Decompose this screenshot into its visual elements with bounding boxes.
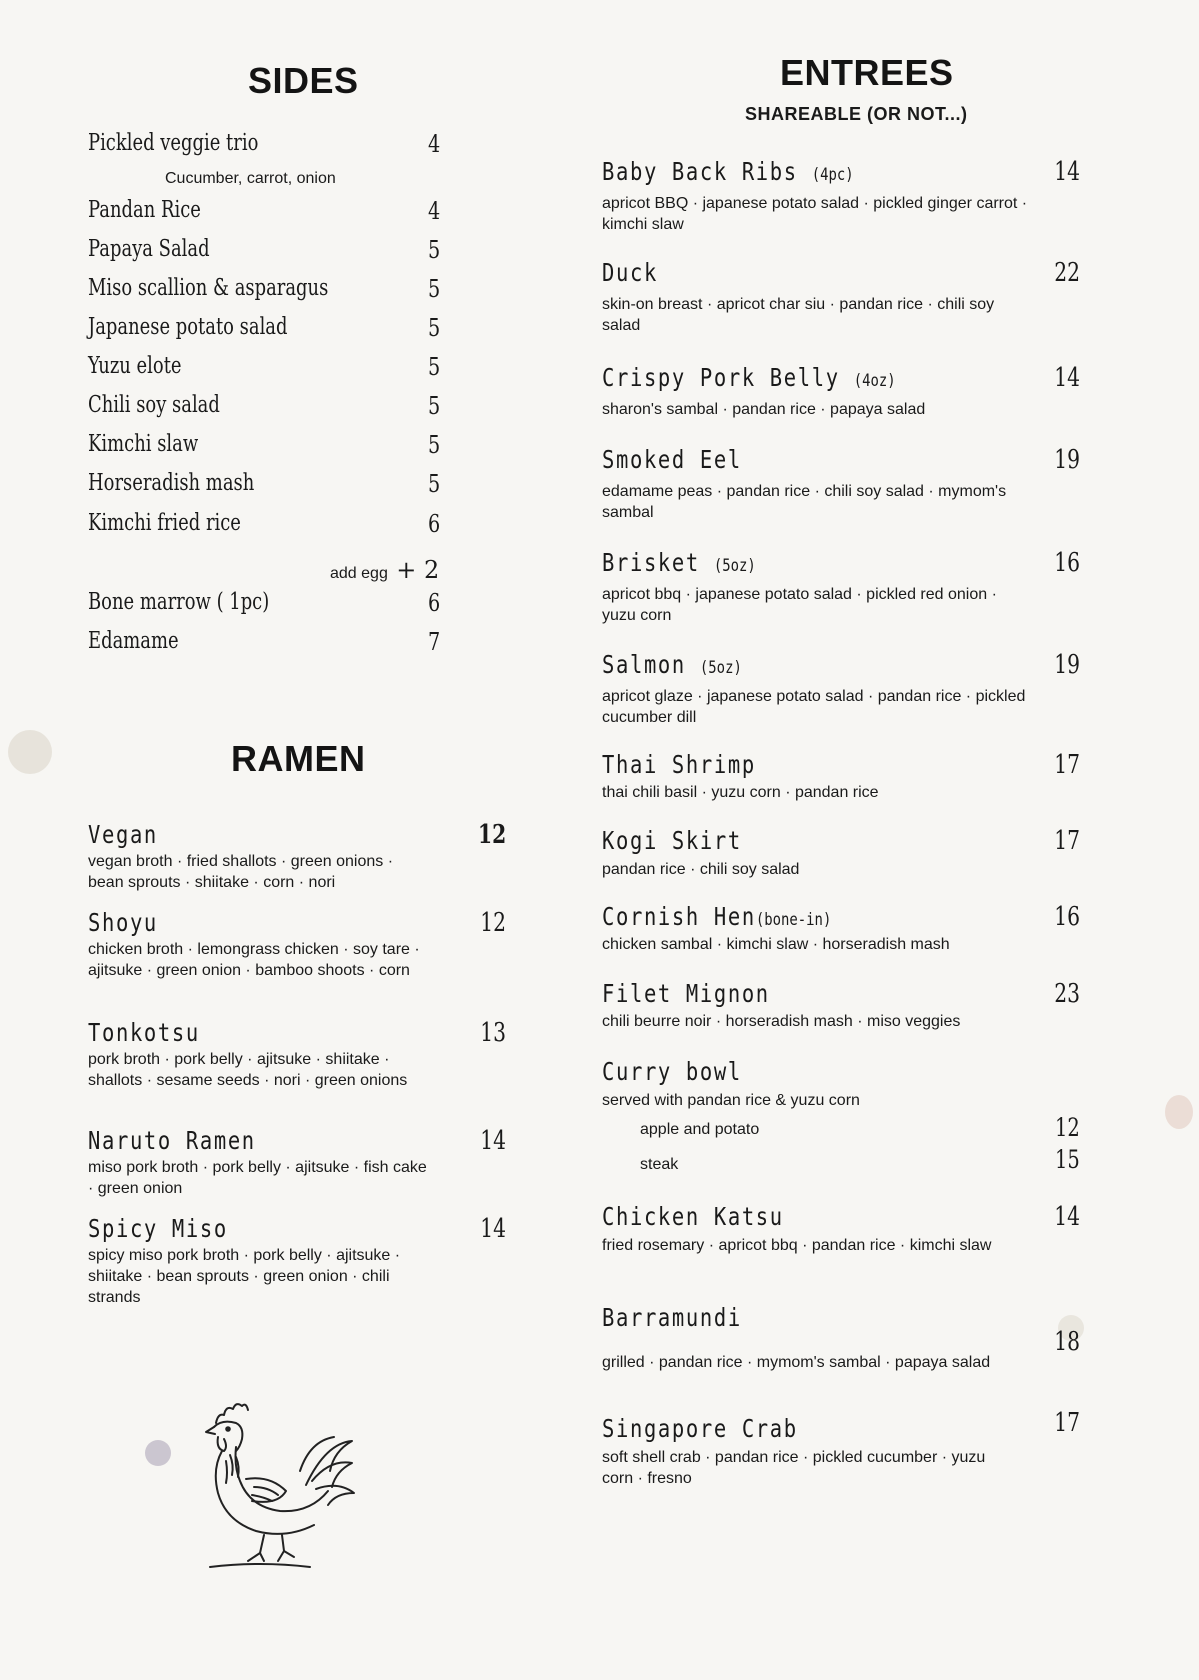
entree-item-desc: sharon's sambal · pandan rice · papaya salad <box>602 401 926 418</box>
side-item-name: Papaya Salad <box>88 236 210 262</box>
ramen-item-name: Vegan <box>88 820 158 849</box>
curry-option-label: apple and potato <box>640 1121 760 1138</box>
side-item-price: 5 <box>427 353 440 381</box>
entree-item-portion: (bone-in) <box>755 910 832 930</box>
side-item <box>88 510 440 546</box>
ramen-item-name: Tonkotsu <box>88 1018 200 1047</box>
rooster-illustration <box>200 1395 360 1573</box>
side-item <box>88 589 440 625</box>
side-item-name: Miso scallion & asparagus <box>88 275 329 301</box>
side-item-name: Pickled veggie trio <box>88 130 259 156</box>
side-item-price: 5 <box>427 392 440 420</box>
ramen-item-desc: chicken broth · lemongrass chicken · soy tare · ajitsuke · green onion · bamboo shoots · corn <box>88 941 420 979</box>
entree-item-price: 14 <box>1054 157 1080 187</box>
paper-speck <box>145 1440 171 1466</box>
entree-item-desc: skin-on breast · apricot char siu · pandan rice · chili soy salad <box>602 296 995 334</box>
entree-item-desc: chicken sambal · kimchi slaw · horseradish mash <box>602 936 950 953</box>
side-item-name: Chili soy salad <box>88 392 220 418</box>
ramen-item-price: 12 <box>477 820 506 850</box>
entree-item-price: 19 <box>1054 650 1080 680</box>
side-item-name: Yuzu elote <box>88 353 182 379</box>
side-item-price: 5 <box>427 431 440 459</box>
entree-item-name: Kogi Skirt <box>602 826 742 855</box>
entree-item-price: 17 <box>1054 1408 1080 1438</box>
entree-item-price: 17 <box>1054 826 1080 856</box>
entree-item-portion: (4pc) <box>811 165 854 185</box>
entree-item-desc: served with pandan rice & yuzu corn <box>602 1092 860 1109</box>
entree-item-name: Cornish Hen(bone-in) <box>602 902 832 931</box>
ramen-item-name: Spicy Miso <box>88 1214 228 1243</box>
sides-title: SIDES <box>248 60 359 101</box>
side-item-price: 6 <box>427 589 440 617</box>
add-egg-price: + 2 <box>396 556 440 584</box>
entree-item-desc: apricot BBQ · japanese potato salad · pickled ginger carrot · kimchi slaw <box>602 195 1028 233</box>
entree-item-desc: edamame peas · pandan rice · chili soy salad · mymom's sambal <box>602 483 1007 521</box>
side-item-name: Bone marrow ( 1pc) <box>88 589 270 615</box>
entree-item-name: Duck <box>602 258 658 287</box>
side-item <box>88 392 440 428</box>
side-item-price: 7 <box>427 628 440 656</box>
entree-item-name: Barramundi <box>602 1303 742 1332</box>
ramen-title: RAMEN <box>231 738 366 779</box>
side-item-price: 6 <box>427 510 440 538</box>
curry-option-price: 15 <box>1055 1145 1080 1174</box>
side-item-price: 4 <box>427 130 440 158</box>
entree-item-portion: (5oz) <box>699 658 742 678</box>
side-item-name: Kimchi slaw <box>88 431 199 457</box>
side-item-note: Cucumber, carrot, onion <box>165 170 336 187</box>
side-item <box>88 197 440 233</box>
side-item-price: 5 <box>427 314 440 342</box>
entree-item-name: Filet Mignon <box>602 979 770 1008</box>
entree-item-desc: fried rosemary · apricot bbq · pandan rice · kimchi slaw <box>602 1237 992 1254</box>
side-item <box>88 236 440 272</box>
side-item <box>88 628 440 664</box>
entree-item-price: 23 <box>1054 979 1080 1009</box>
entree-item-name: Brisket (5oz) <box>602 548 756 577</box>
side-item-price: 5 <box>427 236 440 264</box>
entree-item-price: 18 <box>1054 1327 1080 1357</box>
entrees-title: ENTREES <box>780 52 954 93</box>
side-item <box>88 275 440 311</box>
side-item-name: Horseradish mash <box>88 470 255 496</box>
side-item-name: Pandan Rice <box>88 197 201 223</box>
entree-item-price: 14 <box>1054 1202 1080 1232</box>
side-item-price: 5 <box>427 470 440 498</box>
entree-item-desc: apricot bbq · japanese potato salad · pickled red onion · yuzu corn <box>602 586 997 624</box>
entree-item-name: Baby Back Ribs (4pc) <box>602 157 854 186</box>
entree-item-name: Chicken Katsu <box>602 1202 784 1231</box>
ramen-item-price: 13 <box>480 1018 506 1048</box>
entree-item-name: Crispy Pork Belly (4oz) <box>602 363 896 392</box>
ramen-item-price: 14 <box>480 1214 506 1244</box>
side-item <box>88 470 440 506</box>
entree-item-desc: chili beurre noir · horseradish mash · miso veggies <box>602 1013 961 1030</box>
side-item-price: 4 <box>427 197 440 225</box>
ramen-item-price: 12 <box>480 908 506 938</box>
side-item-name: Kimchi fried rice <box>88 510 241 536</box>
entree-item-desc: grilled · pandan rice · mymom's sambal · papaya salad <box>602 1354 991 1371</box>
entrees-subtitle: SHAREABLE (OR NOT...) <box>745 104 968 124</box>
entree-item-price: 19 <box>1054 445 1080 475</box>
add-egg-note <box>330 556 439 584</box>
ramen-item-name: Shoyu <box>88 908 158 937</box>
entree-item-price: 16 <box>1054 902 1080 932</box>
entree-item-portion: (5oz) <box>713 556 756 576</box>
entree-item-desc: soft shell crab · pandan rice · pickled cucumber · yuzu corn · fresno <box>602 1449 986 1487</box>
side-item <box>88 431 440 467</box>
side-item-price: 5 <box>427 275 440 303</box>
side-item <box>88 314 440 350</box>
curry-option-price: 12 <box>1055 1113 1080 1142</box>
ramen-item-desc: pork broth · pork belly · ajitsuke · shiitake · shallots · sesame seeds · nori · green onions <box>88 1051 408 1089</box>
entree-item-name: Smoked Eel <box>602 445 742 474</box>
ramen-item-desc: miso pork broth · pork belly · ajitsuke · fish cake · green onion <box>88 1159 427 1197</box>
side-item <box>88 353 440 389</box>
entree-item-desc: pandan rice · chili soy salad <box>602 861 800 878</box>
paper-speck <box>8 730 52 774</box>
entree-item-name: Curry bowl <box>602 1057 742 1086</box>
ramen-item-price: 14 <box>480 1126 506 1156</box>
entree-item-desc: thai chili basil · yuzu corn · pandan rice <box>602 784 879 801</box>
side-item <box>88 130 440 166</box>
side-item-name: Japanese potato salad <box>88 314 288 340</box>
entree-item-name: Thai Shrimp <box>602 750 756 779</box>
entree-item-price: 22 <box>1054 258 1080 288</box>
entree-item-name: Singapore Crab <box>602 1414 798 1443</box>
entree-item-price: 17 <box>1054 750 1080 780</box>
side-item-name: Edamame <box>88 628 179 654</box>
ramen-item-desc: vegan broth · fried shallots · green onions · bean sprouts · shiitake · corn · nori <box>88 853 394 891</box>
add-egg-label: add egg <box>330 565 388 582</box>
ramen-item-desc: spicy miso pork broth · pork belly · ajitsuke · shiitake · bean sprouts · green onion · chili strands <box>88 1247 401 1306</box>
paper-speck <box>1165 1095 1193 1129</box>
entree-item-desc: apricot glaze · japanese potato salad · pandan rice · pickled cucumber dill <box>602 688 1026 726</box>
entree-item-price: 16 <box>1054 548 1080 578</box>
entree-item-name: Salmon (5oz) <box>602 650 742 679</box>
entree-item-price: 14 <box>1054 363 1080 393</box>
curry-option-label: steak <box>640 1156 679 1173</box>
ramen-item-name: Naruto Ramen <box>88 1126 256 1155</box>
entree-item-portion: (4oz) <box>853 371 896 391</box>
